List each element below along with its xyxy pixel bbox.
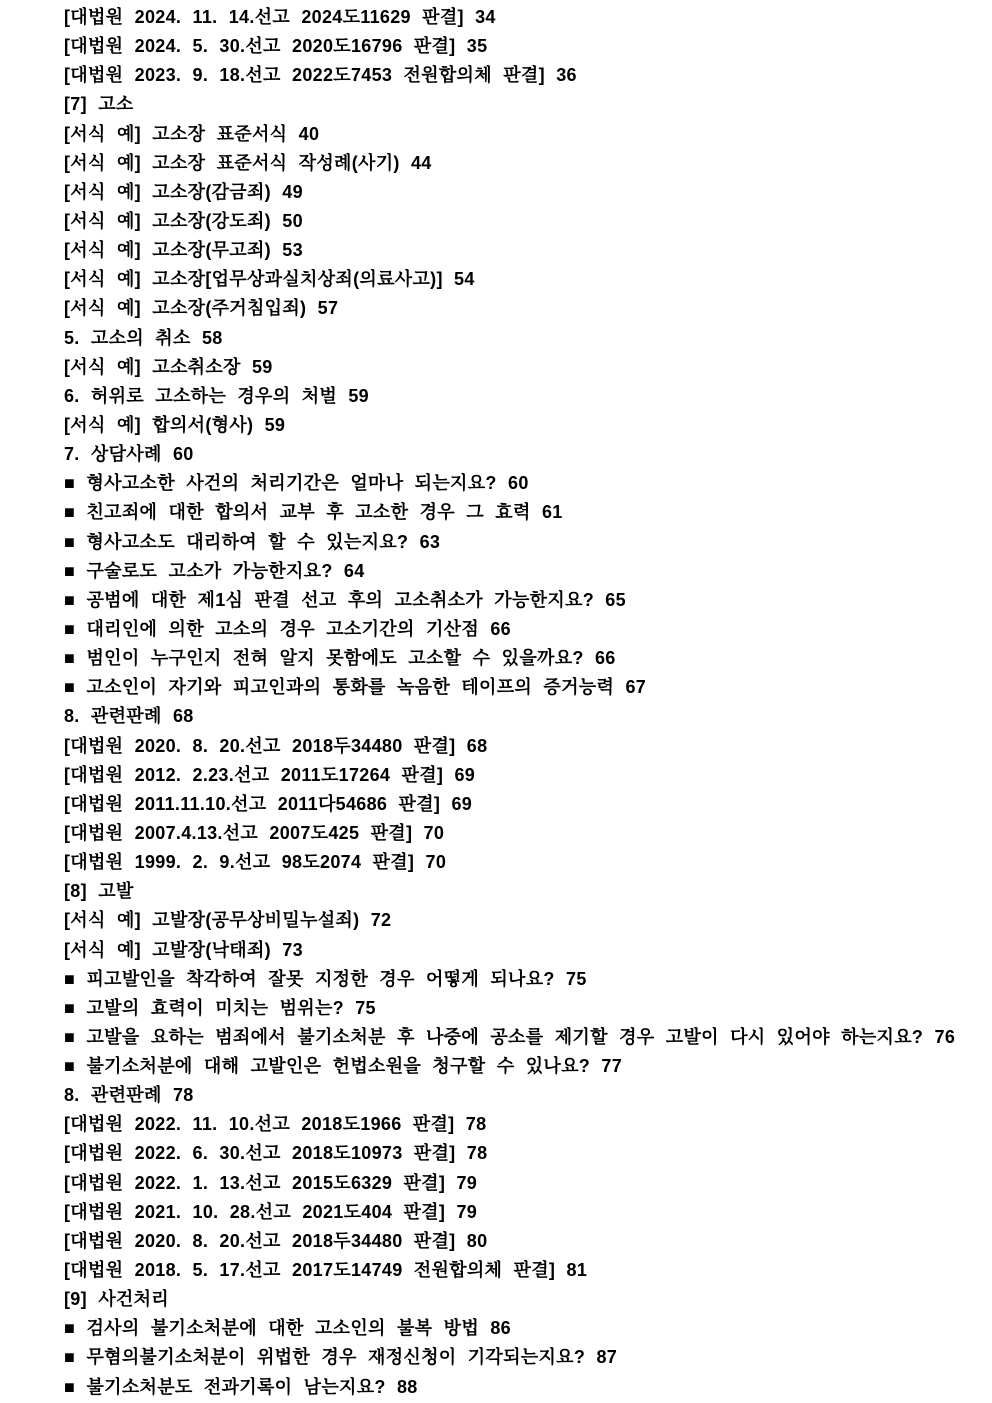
- toc-line: [대법원 1999. 2. 9.선고 98도2074 판결] 70: [64, 852, 447, 873]
- toc-line: [대법원 2021. 10. 28.선고 2021도404 판결] 79: [64, 1201, 478, 1222]
- toc-line: ■ 범인이 누구인지 전혀 알지 못함에도 고소할 수 있을까요? 66: [64, 648, 616, 669]
- toc-line: [서식 예] 고소취소장 59: [64, 356, 273, 377]
- toc-line: [서식 예] 고소장[업무상과실치상죄(의료사고)] 54: [64, 269, 475, 290]
- toc-line: ■ 구술로도 고소가 가능한지요? 64: [64, 560, 365, 581]
- toc-line: [서식 예] 고발장(낙태죄) 73: [64, 939, 303, 960]
- toc-line: [서식 예] 고소장(강도죄) 50: [64, 210, 303, 231]
- toc-line: ■ 고발을 요하는 범죄에서 불기소처분 후 나중에 공소를 제기할 경우 고발이 다시 있어야 하는지요? 76: [64, 1026, 956, 1047]
- toc-line: [서식 예] 합의서(형사) 59: [64, 414, 286, 435]
- toc-line: [대법원 2020. 8. 20.선고 2018두34480 판결] 80: [64, 1230, 488, 1251]
- toc-line: ■ 무혐의불기소처분이 위법한 경우 재정신청이 기각되는지요? 87: [64, 1347, 618, 1368]
- toc-line: [서식 예] 고소장(주거침입죄) 57: [64, 298, 339, 319]
- toc-line: ■ 불기소처분도 전과기록이 남는지요? 88: [64, 1376, 418, 1397]
- toc-line: [대법원 2007.4.13.선고 2007도425 판결] 70: [64, 822, 445, 843]
- toc-line: [서식 예] 고소장(무고죄) 53: [64, 240, 303, 261]
- toc-line: ■ 피고발인을 착각하여 잘못 지정한 경우 어떻게 되나요? 75: [64, 968, 587, 989]
- toc-line: ■ 공범에 대한 제1심 판결 선고 후의 고소취소가 가능한지요? 65: [64, 589, 626, 610]
- toc-line: [서식 예] 고소장 표준서식 40: [64, 123, 320, 144]
- toc-line: [서식 예] 고소장(감금죄) 49: [64, 181, 303, 202]
- toc-line: ■ 친고죄에 대한 합의서 교부 후 고소한 경우 그 효력 61: [64, 502, 563, 523]
- toc-line: [7] 고소: [64, 94, 134, 115]
- toc-line: [8] 고발: [64, 881, 134, 902]
- toc-line: [대법원 2024. 5. 30.선고 2020도16796 판결] 35: [64, 36, 488, 57]
- toc-line: ■ 형사고소한 사건의 처리기간은 얼마나 되는지요? 60: [64, 473, 529, 494]
- toc-line: [대법원 2024. 11. 14.선고 2024도11629 판결] 34: [64, 7, 496, 27]
- toc-line: 8. 관련판례 78: [64, 1085, 194, 1106]
- toc-line: 7. 상담사례 60: [64, 444, 194, 465]
- toc-line: 8. 관련판례 68: [64, 706, 194, 727]
- toc-line: [대법원 2012. 2.23.선고 2011도17264 판결] 69: [64, 764, 476, 785]
- toc-line: [서식 예] 고발장(공무상비밀누설죄) 72: [64, 910, 392, 931]
- toc-line: [서식 예] 고소장 표준서식 작성례(사기) 44: [64, 152, 432, 173]
- toc-list: [64, 3, 972, 1402]
- toc-line: [대법원 2020. 8. 20.선고 2018두34480 판결] 68: [64, 735, 488, 756]
- toc-line: [대법원 2023. 9. 18.선고 2022도7453 전원합의체 판결] 36: [64, 65, 577, 86]
- toc-line: [대법원 2011.11.10.선고 2011다54686 판결] 69: [64, 793, 473, 814]
- toc-line: [대법원 2018. 5. 17.선고 2017도14749 전원합의체 판결] 81: [64, 1260, 588, 1281]
- toc-line: ■ 고발의 효력이 미치는 범위는? 75: [64, 997, 376, 1018]
- toc-line: ■ 형사고소도 대리하여 할 수 있는지요? 63: [64, 531, 441, 552]
- toc-line: [대법원 2022. 1. 13.선고 2015도6329 판결] 79: [64, 1172, 478, 1193]
- toc-line: [대법원 2022. 6. 30.선고 2018도10973 판결] 78: [64, 1143, 488, 1164]
- toc-line: [9] 사건처리: [64, 1289, 169, 1310]
- toc-line: 5. 고소의 취소 58: [64, 327, 223, 348]
- toc-line: [대법원 2022. 11. 10.선고 2018도1966 판결] 78: [64, 1114, 487, 1135]
- toc-line: ■ 고소인이 자기와 피고인과의 통화를 녹음한 테이프의 증거능력 67: [64, 677, 647, 698]
- toc-line: ■ 불기소처분에 대해 고발인은 헌법소원을 청구할 수 있나요? 77: [64, 1056, 623, 1077]
- toc-line: ■ 대리인에 의한 고소의 경우 고소기간의 기산점 66: [64, 618, 511, 639]
- toc-line: ■ 검사의 불기소처분에 대한 고소인의 불복 방법 86: [64, 1318, 511, 1339]
- toc-line: 6. 허위로 고소하는 경우의 처벌 59: [64, 385, 369, 406]
